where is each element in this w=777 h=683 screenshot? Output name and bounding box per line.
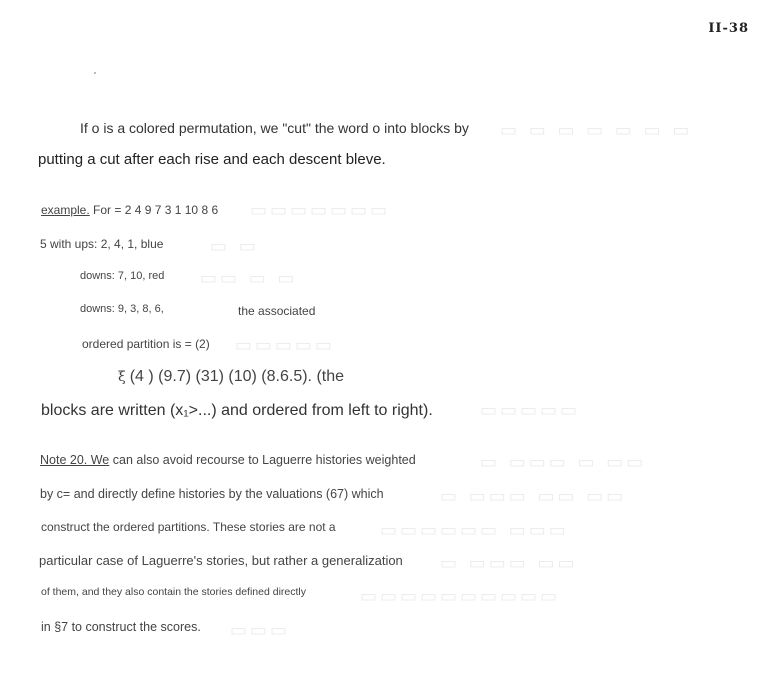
- example-line-6: [118, 368, 344, 386]
- example-line-1-text: For = 2 4 9 7 3 1 10 8 6: [89, 203, 219, 217]
- example-line-1: [41, 203, 218, 217]
- example-line-7: blocks are written (x₁>...) and ordered from left to right).: [41, 402, 433, 419]
- example-line-6-text: (4 ) (9.7) (31) (10) (8.6.5). (the: [129, 368, 345, 385]
- example-line-5: ordered partition is = (2): [82, 337, 210, 351]
- example-line-3: downs: 7, 10, red: [80, 270, 165, 282]
- bleed-through-mark: ▭▭▭▭▭▭▭: [250, 200, 391, 221]
- note-line-1: [40, 453, 416, 467]
- bleed-through-mark: ▭▭▭▭▭▭▭▭▭▭: [360, 586, 561, 607]
- paragraph-line-1: If o is a colored permutation, we "cut" the word o into blocks by: [80, 120, 469, 136]
- note-line-1-text: can also avoid recourse to Laguerre histories weighted: [109, 453, 416, 467]
- example-line-4-tail: the associated: [238, 304, 316, 318]
- bleed-through-mark: ▭▭▭: [230, 620, 291, 641]
- paragraph-line-2: putting a cut after each rise and each descent bleve.: [38, 151, 386, 168]
- bleed-through-mark: ▭▭ ▭ ▭: [200, 268, 298, 289]
- page-number: II-38: [708, 21, 749, 36]
- bleed-through-mark: ▭ ▭▭▭ ▭ ▭▭: [480, 452, 647, 473]
- bleed-through-mark: ▭ ▭▭▭ ▭▭: [440, 553, 578, 574]
- note-label: Note 20. We: [40, 453, 110, 467]
- note-line-3: construct the ordered partitions. These stories are not a: [41, 520, 336, 534]
- bleed-through-mark: ▭▭▭▭▭: [480, 400, 581, 421]
- example-line-4: downs: 9, 3, 8, 6,: [80, 303, 164, 315]
- note-line-2: by c= and directly define histories by the valuations (67) which: [40, 487, 384, 501]
- scan-speck: [94, 72, 96, 74]
- example-line-2: 5 with ups: 2, 4, 1, blue: [40, 237, 164, 251]
- bleed-through-mark: ▭▭▭▭▭: [235, 335, 336, 356]
- xi-symbol: ξ: [118, 369, 126, 385]
- example-label: example.: [41, 203, 90, 217]
- bleed-through-mark: ▭ ▭▭▭ ▭▭ ▭▭: [440, 486, 627, 507]
- note-line-5: of them, and they also contain the stories defined directly: [41, 586, 306, 598]
- bleed-through-mark: ▭ ▭: [210, 236, 259, 257]
- note-line-6: in §7 to construct the scores.: [41, 620, 201, 634]
- bleed-through-mark: ▭ ▭ ▭ ▭ ▭ ▭ ▭: [500, 120, 693, 141]
- bleed-through-mark: ▭▭▭▭▭▭ ▭▭▭: [380, 520, 569, 541]
- note-line-4: particular case of Laguerre's stories, but rather a generalization: [39, 553, 403, 568]
